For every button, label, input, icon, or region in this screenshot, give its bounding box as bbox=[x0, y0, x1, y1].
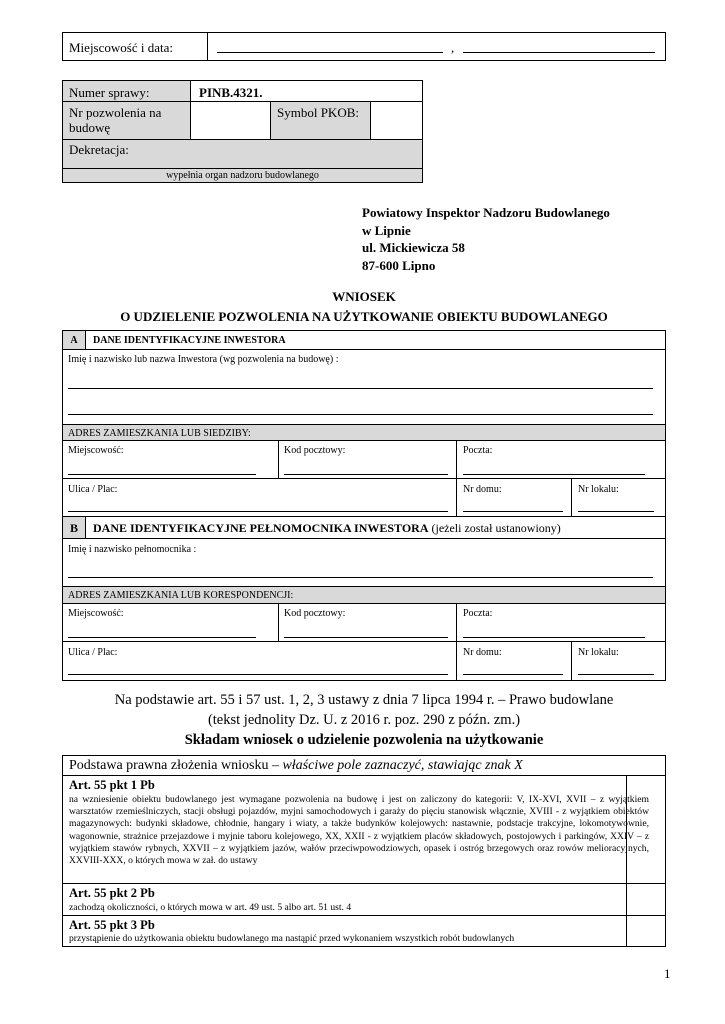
section-a bbox=[62, 330, 666, 517]
section-b-divider-1 bbox=[278, 604, 279, 642]
section-a-postal-label: Kod pocztowy: bbox=[284, 445, 346, 456]
section-a-postal-input[interactable] bbox=[284, 474, 448, 475]
case-no-label: Numer sprawy: bbox=[69, 85, 150, 100]
section-a-post-label: Poczta: bbox=[463, 445, 493, 456]
basis-row-2 bbox=[63, 884, 665, 916]
section-a-flat-input[interactable] bbox=[578, 511, 654, 512]
basis-row-2-checkbox[interactable] bbox=[626, 884, 665, 915]
section-a-letter: A bbox=[63, 331, 86, 350]
legal-basis-line-3: Składam wniosek o udzielenie pozwolenia na użytkowanie bbox=[184, 732, 544, 748]
section-b-city-label: Miejscowość: bbox=[68, 608, 124, 619]
addressee-line-1: Powiatowy Inspektor Nadzoru Budowlanego bbox=[362, 205, 610, 220]
pkob-value-cell[interactable] bbox=[371, 102, 422, 140]
section-b-flat-input[interactable] bbox=[578, 674, 654, 675]
section-a-house-label: Nr domu: bbox=[463, 484, 502, 495]
addressee bbox=[362, 204, 610, 274]
section-b-city-input[interactable] bbox=[68, 637, 256, 638]
section-a-street-input[interactable] bbox=[68, 511, 448, 512]
permit-value-cell[interactable] bbox=[191, 102, 271, 140]
permit-label: Nr pozwolenia na budowę bbox=[69, 105, 162, 135]
section-b-postal-input[interactable] bbox=[284, 637, 448, 638]
place-date-divider bbox=[207, 33, 208, 60]
section-b-house-input[interactable] bbox=[463, 674, 563, 675]
section-a-title: DANE IDENTYFIKACYJNE INWESTORA bbox=[93, 335, 286, 346]
section-a-divider-2 bbox=[456, 441, 457, 479]
section-a-divider-4 bbox=[571, 479, 572, 516]
place-date-box bbox=[62, 32, 666, 61]
section-a-city-label: Miejscowość: bbox=[68, 445, 124, 456]
case-box-footer: wypełnia organ nadzoru budowlanego bbox=[63, 169, 422, 182]
section-b-title-wrap bbox=[93, 521, 561, 536]
basis-row-1-title: Art. 55 pkt 1 Pb bbox=[69, 778, 155, 792]
legal-basis bbox=[62, 690, 666, 750]
section-b-flat-label: Nr lokalu: bbox=[578, 647, 619, 658]
section-b-post-label: Poczta: bbox=[463, 608, 493, 619]
basis-table-header bbox=[63, 756, 665, 776]
basis-row-3-checkbox[interactable] bbox=[626, 916, 665, 946]
place-input-line[interactable] bbox=[217, 52, 443, 53]
place-date-separator: , bbox=[451, 40, 455, 55]
section-b-house-label: Nr domu: bbox=[463, 647, 502, 658]
pkob-label: Symbol PKOB: bbox=[277, 105, 359, 120]
section-a-house-input[interactable] bbox=[463, 511, 563, 512]
basis-header-plain: Podstawa prawna złożenia wniosku – bbox=[69, 758, 283, 773]
section-a-post-input[interactable] bbox=[463, 474, 645, 475]
basis-row-2-title: Art. 55 pkt 2 Pb bbox=[69, 886, 155, 900]
section-a-city-input[interactable] bbox=[68, 474, 256, 475]
decree-label: Dekretacja: bbox=[69, 142, 129, 157]
date-input-line[interactable] bbox=[463, 52, 655, 53]
basis-row-3-title: Art. 55 pkt 3 Pb bbox=[69, 918, 155, 932]
proxy-name-line[interactable] bbox=[68, 577, 653, 578]
title-line-1: WNIOSEK bbox=[332, 289, 396, 304]
section-b-divider-4 bbox=[571, 642, 572, 680]
legal-basis-line-1: Na podstawie art. 55 i 57 ust. 1, 2, 3 ustawy z dnia 7 lipca 1994 r. – Prawo budowlane bbox=[114, 692, 614, 708]
section-b-street-label: Ulica / Plac: bbox=[68, 647, 118, 658]
section-b-postal-label: Kod pocztowy: bbox=[284, 608, 346, 619]
section-b bbox=[62, 516, 666, 681]
section-b-divider-2 bbox=[456, 604, 457, 642]
section-b-title-underline bbox=[86, 538, 665, 539]
case-no-value: PINB.4321. bbox=[199, 85, 263, 100]
section-a-title-underline bbox=[86, 349, 665, 350]
basis-row-3-text: przystąpienie do użytkowania obiektu budowlanego ma nastąpić przed wykonaniem wszystkich robót budowlanych bbox=[69, 933, 515, 944]
section-a-divider-3 bbox=[456, 479, 457, 516]
section-b-divider-3 bbox=[456, 642, 457, 680]
page-number: 1 bbox=[664, 966, 671, 981]
section-b-title: DANE IDENTYFIKACYJNE PEŁNOMOCNIKA INWESTORA bbox=[93, 521, 429, 535]
section-b-post-input[interactable] bbox=[463, 637, 645, 638]
place-date-label: Miejscowość i data: bbox=[69, 40, 173, 55]
basis-row-3 bbox=[63, 916, 665, 946]
case-box bbox=[62, 80, 423, 183]
section-b-title-note: (jeżeli został ustanowiony) bbox=[431, 521, 561, 535]
section-b-letter: B bbox=[63, 517, 86, 539]
section-a-street-label: Ulica / Plac: bbox=[68, 484, 118, 495]
section-b-address-header: ADRES ZAMIESZKANIA LUB KORESPONDENCJI: bbox=[63, 586, 665, 604]
addressee-line-4: 87-600 Lipno bbox=[362, 257, 436, 273]
addressee-line-3: ul. Mickiewicza 58 bbox=[362, 240, 465, 255]
basis-row-1-text: na wzniesienie obiektu budowlanego jest wymagane pozwolenia na budowę i jest on zaliczony do kategorii: V, IX-XVI, XVII – z wyjątkiem warsztatów rzemieślniczych, stacji obsługi pojazdów, myjni samochodowych i garaży do pięciu stanowisk włącznie, XVIII - z wyjątkiem obiektów magazynowych: budynki składowe, chłodnie, hangary i wiaty, a także budynków kolejowych: nastawnie, podstacje trakcyjne, lokomotywownie, wagonownie, strażnice przejazdowe i myjnie taboru kolejowego, XX, XXII - z wyjątkiem placów składowych, postojowych i parkingów, XXIV – z wyjątkiem stawów rybnych, XXVII – z wyjątkiem jazów, wałów przeciwpowodziowych, opasek i ostróg brzegowych oraz rowów melioracyjnych, XXVIII-XXX, o których mowa w zał. do ustawy bbox=[69, 794, 649, 867]
addressee-line-2: w Lipnie bbox=[362, 222, 411, 238]
section-b-name-label: Imię i nazwisko pełnomocnika : bbox=[68, 544, 197, 555]
basis-row-1-checkbox[interactable] bbox=[626, 776, 665, 883]
basis-table bbox=[62, 755, 666, 947]
section-a-address-header: ADRES ZAMIESZKANIA LUB SIEDZIBY: bbox=[63, 424, 665, 441]
section-a-flat-label: Nr lokalu: bbox=[578, 484, 619, 495]
section-a-name-label: Imię i nazwisko lub nazwa Inwestora (wg pozwolenia na budowę) : bbox=[68, 354, 339, 365]
investor-name-line-2[interactable] bbox=[68, 414, 653, 415]
title-line-2: O UDZIELENIE POZWOLENIA NA UŻYTKOWANIE OBIEKTU BUDOWLANEGO bbox=[120, 309, 608, 324]
section-b-street-input[interactable] bbox=[68, 674, 448, 675]
document-title bbox=[62, 287, 666, 327]
investor-name-line-1[interactable] bbox=[68, 388, 653, 389]
basis-row-2-text: zachodzą okoliczności, o których mowa w art. 49 ust. 5 albo art. 51 ust. 4 bbox=[69, 902, 352, 913]
section-a-divider-1 bbox=[278, 441, 279, 479]
basis-row-1 bbox=[63, 776, 665, 884]
legal-basis-line-2: (tekst jednolity Dz. U. z 2016 r. poz. 290 z późn. zm.) bbox=[207, 712, 521, 728]
basis-header-italic: właściwe pole zaznaczyć, stawiając znak X bbox=[282, 758, 523, 773]
